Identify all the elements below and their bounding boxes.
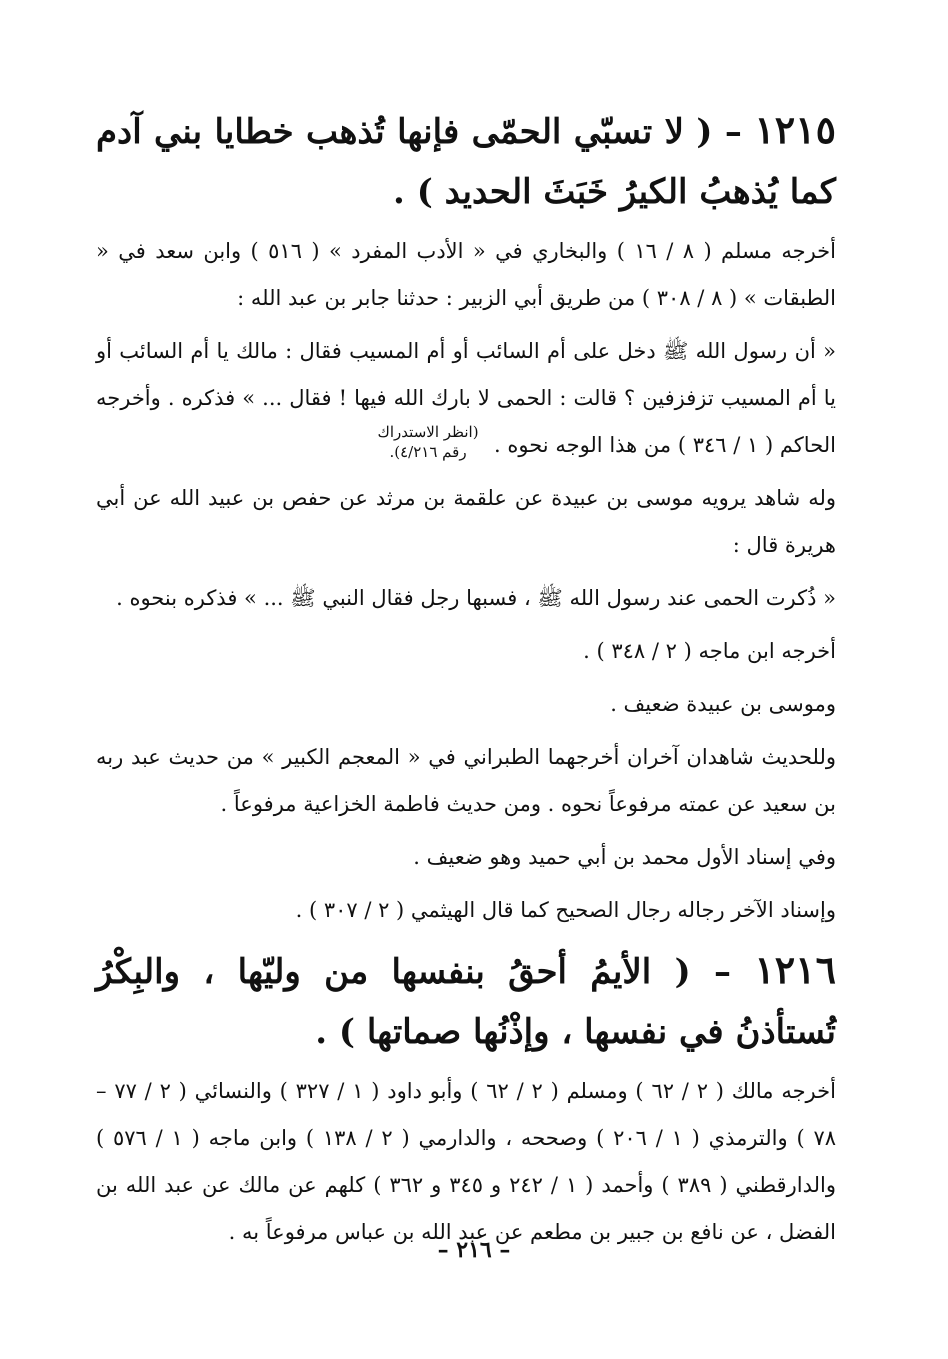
page-content xyxy=(96,100,836,1262)
narration-paragraph-2: « ذُكرت الحمى عند رسول الله ﷺ ، فسبها رجل فقال النبي ﷺ ... » فذكره بنحوه . xyxy=(116,586,836,610)
takhrij-paragraph: أخرجه مسلم ( ٨ / ١٦ ) والبخاري في « الأدب المفرد » ( ٥١٦ ) وابن سعد في « الطبقات » ( ٨ / ٣٠٨ ) من طريق أبي الزبير : حدثنا جابر بن عبد الله : xyxy=(96,239,836,310)
hadith-number: ١٢١٥ xyxy=(754,107,836,152)
isnad-first: وفي إسناد الأول محمد بن أبي حميد وهو ضعيف . xyxy=(413,845,836,869)
takhrij-ibn-majah: أخرجه ابن ماجه ( ٢ / ٣٤٨ ) . xyxy=(583,639,836,663)
hadith-text: – ( لا تسبّي الحمّى فإنها تُذهب خطايا بني آدم كما يُذهبُ الكيرُ خَبَثَ الحديد ) . xyxy=(96,112,836,212)
hadith-1216-heading xyxy=(96,940,836,1062)
isnad-second: وإسناد الآخر رجاله رجال الصحيح كما قال الهيثمي ( ٢ / ٣٠٧ ) . xyxy=(295,898,836,922)
narration-paragraph xyxy=(96,328,836,469)
other-witnesses: وللحديث شاهدان آخران أخرجهما الطبراني في « المعجم الكبير » من حديث عبد ربه بن سعيد عن عمته مرفوعاً نحوه . ومن حديث فاطمة الخزاعية مرفوعاً . xyxy=(96,745,836,816)
hadith-text-1216: – ( الأيمُ أحقُ بنفسها من وليّها ، والبِكْرُ تُستأذنُ في نفسها ، وإذْنُها صماتها ) . xyxy=(96,952,836,1052)
hadith-number-1216: ١٢١٦ xyxy=(754,947,836,992)
reference-note: (انظر الاستدراك رقم ٤/٢١٦). xyxy=(377,423,479,461)
hadith-1215-heading xyxy=(96,100,836,222)
witness-paragraph: وله شاهد يرويه موسى بن عبيدة عن علقمة بن مرثد عن حفص بن عبيد الله عن أبي هريرة قال : xyxy=(96,486,836,557)
grading-note: وموسى بن عبيدة ضعيف . xyxy=(610,692,836,716)
narration-text: « أن رسول الله ﷺ دخل على أم السائب أو أم المسيب فقال : مالك يا أم السائب أو يا أم المسيب تزفزفين ؟ قالت : الحمى لا بارك الله فيها ! فقال ... » فذكره . وأخرجه الحاكم ( ١ / ٣٤٦ ) من هذا الوجه نحوه . xyxy=(96,339,836,457)
page-number: – ٢١٦ – xyxy=(437,1237,511,1263)
takhrij-paragraph-1216: أخرجه مالك ( ٢ / ٦٢ ) ومسلم ( ٢ / ٦٢ ) وأبو داود ( ١ / ٣٢٧ ) والنسائي ( ٢ / ٧٧ – ٧٨ ) والترمذي ( ١ / ٢٠٦ ) وصححه ، والدارمي ( ٢ / ١٣٨ ) وابن ماجه ( ١ / ٥٧٦ ) والدارقطني ( ٣٨٩ ) وأحمد ( ١ / ٢٤٢ و ٣٤٥ و ٣٦٢ ) كلهم عن مالك عن عبد الله بن الفضل ، عن نافع بن جبير بن مطعم عن عبد الله بن عباس مرفوعاً به . xyxy=(96,1079,836,1244)
